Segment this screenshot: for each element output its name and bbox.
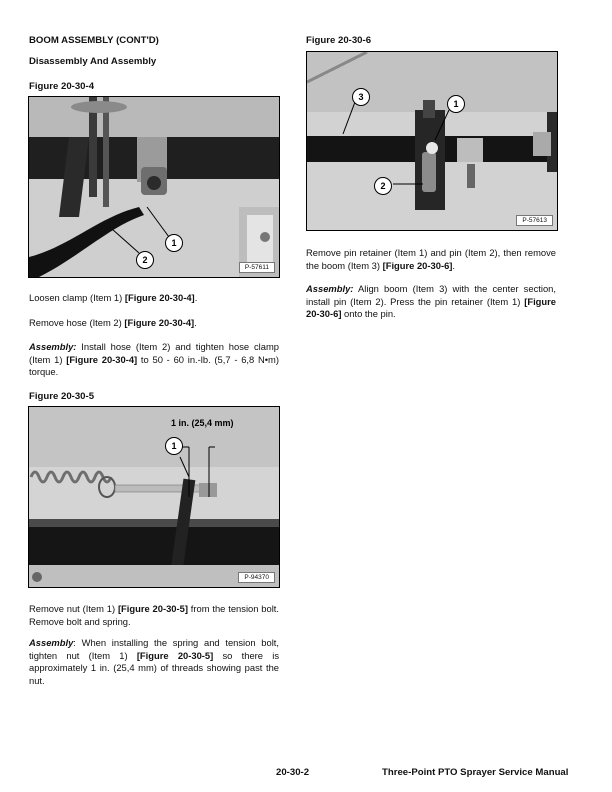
figure-20-30-6-caption: Figure 20-30-6 xyxy=(306,35,372,46)
dimension-label: 1 in. (25,4 mm) xyxy=(171,418,234,428)
figure-20-30-5-caption: Figure 20-30-5 xyxy=(29,391,95,402)
section-title: BOOM ASSEMBLY (CONT'D) xyxy=(29,35,159,46)
page-number: 20-30-2 xyxy=(276,767,310,778)
figure-20-30-5-illustration xyxy=(29,407,279,587)
paragraph-remove-pin: Remove pin retainer (Item 1) and pin (Item 2), then remove the boom (Item 3) [Figure 20-30-6]. xyxy=(306,247,556,271)
paragraph-assembly-spring: Assembly: When installing the spring and tension bolt, tighten nut (Item 1) [Figure 20-30-5] so there is approximately 1 in. (25,4 mm) of threads showing past the nut. xyxy=(29,637,280,686)
figure-20-30-4-caption: Figure 20-30-4 xyxy=(29,81,95,92)
photo-id: P-94370 xyxy=(238,572,275,583)
callout-2: 2 xyxy=(136,251,154,269)
figure-20-30-5-photo xyxy=(28,406,280,588)
callout-2: 2 xyxy=(374,177,392,195)
figure-20-30-6-illustration xyxy=(307,52,557,230)
subsection-title: Disassembly And Assembly xyxy=(29,56,157,67)
callout-1: 1 xyxy=(165,234,183,252)
callout-3: 3 xyxy=(352,88,370,106)
paragraph-remove-hose: Remove hose (Item 2) [Figure 20-30-4]. xyxy=(29,317,197,328)
paragraph-remove-nut: Remove nut (Item 1) [Figure 20-30-5] from the tension bolt. Remove bolt and spring. xyxy=(29,603,279,627)
photo-id: P-57613 xyxy=(516,215,553,226)
paragraph-assembly-boom: Assembly: Align boom (Item 3) with the center section, install pin (Item 2). Press the pin retainer (Item 1) [Figure 20-30-6] onto the pin. xyxy=(306,283,556,320)
photo-id: P-57611 xyxy=(239,262,275,273)
paragraph-loosen-clamp: Loosen clamp (Item 1) [Figure 20-30-4]. xyxy=(29,292,198,303)
manual-title: Three-Point PTO Sprayer Service Manual xyxy=(382,767,569,778)
figure-20-30-6-photo xyxy=(306,51,558,231)
figure-20-30-4-illustration xyxy=(29,97,279,277)
callout-1: 1 xyxy=(165,437,183,455)
paragraph-assembly-hose: Assembly: Install hose (Item 2) and tighten hose clamp (Item 1) [Figure 20-30-4] to 50 - 60 in.-lb. (5,7 - 6,8 N•m) torque. xyxy=(29,341,279,378)
figure-20-30-4-photo xyxy=(28,96,280,278)
callout-1: 1 xyxy=(447,95,465,113)
